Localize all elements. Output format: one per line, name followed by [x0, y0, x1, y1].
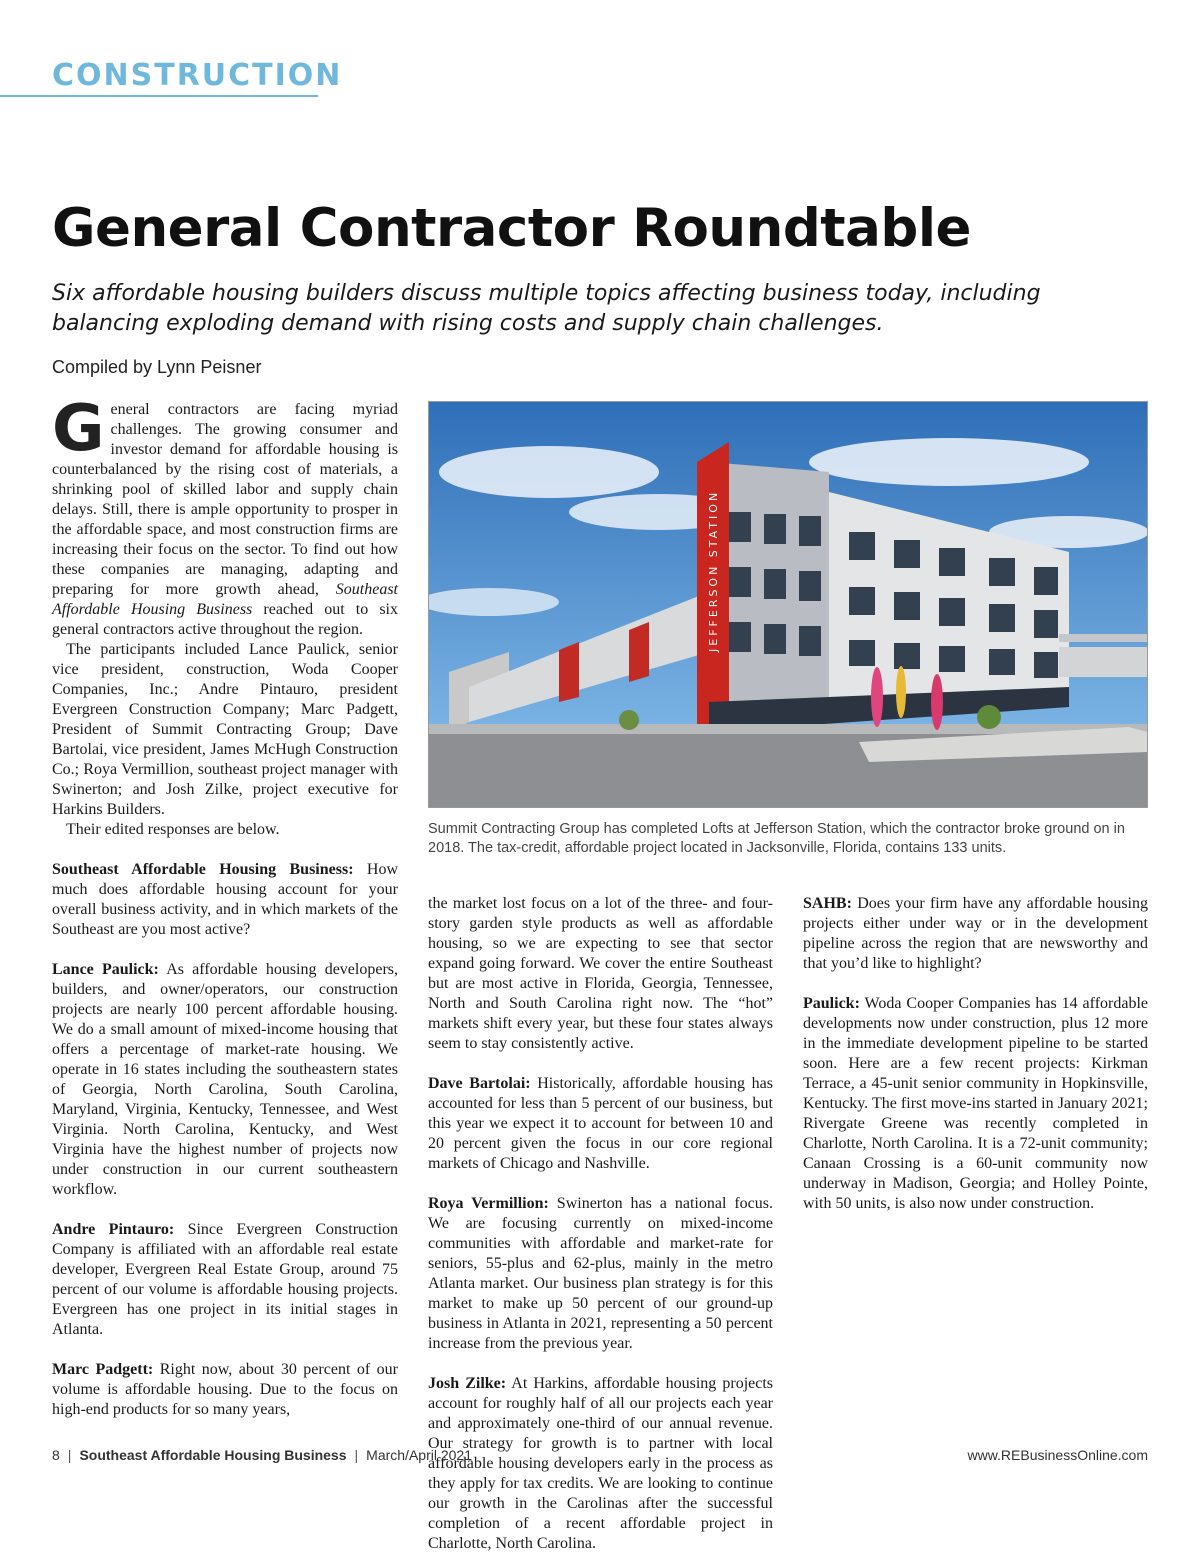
answer-pintauro: Andre Pintauro: Since Evergreen Construction Company is affiliated with an affordable real estate developer, Evergreen Real Estate Group, around 75 percent of our volume is affordable housing projects. Evergreen has one project in its initial stages in Atlanta. — [52, 1221, 399, 1338]
speaker-label: Lance Paulick: — [52, 961, 159, 978]
question-1: Southeast Affordable Housing Business: How much does affordable housing account for your overall business activity, and in which markets of the Southeast are you most active? — [52, 861, 398, 938]
answer-vermillion: Roya Vermillion: Swinerton has a national focus. We are focusing currently on mixed-income communities with affordable and market-rate for seniors, 55-plus and 62-plus, mainly in the metro Atlanta market. Our business plan strategy is for this market to make up 50 percent of our ground-up business in Atlanta in 2021, representing a 50 percent increase from the previous year. — [428, 1195, 773, 1352]
article-column-3 — [803, 894, 1148, 1214]
building-sign: JEFFERSON STATION — [707, 489, 720, 652]
drop-cap: G — [52, 392, 105, 466]
speaker-label: SAHB: — [803, 895, 852, 912]
answer-padgett: Marc Padgett: Right now, about 30 percent of our volume is affordable housing. Due to the focus on high-end products for so many years, — [52, 1361, 399, 1418]
answer-paulick: Lance Paulick: As affordable housing developers, builders, and owner/operators, our construction projects are nearly 100 percent affordable housing. We do a small amount of mixed-income housing that offers a percentage of market-rate housing. We operate in 16 states including the southeastern states of Georgia, North Carolina, South Carolina, Maryland, Virginia, Kentucky, Tennessee, and West Virginia. North Carolina, Kentucky, and West Virginia have the highest number of projects now under construction in our current southeastern workflow. — [52, 961, 399, 1198]
participants-paragraph: The participants included Lance Paulick, senior vice president, construction, Woda Cooper Companies, Inc.; Andre Pintauro, president Evergreen Construction Company; Marc Padgett, President of Summit Contracting Group; Dave Bartolai, vice president, James McHugh Construction Co.; Roya Vermillion, southeast project manager with Swinerton; and Josh Zilke, project executive for Harkins Builders. — [52, 641, 398, 818]
deck: Six affordable housing builders discuss multiple topics affecting business today, including balancing exploding demand with rising costs and supply chain challenges. — [52, 281, 1041, 336]
publication-name: Southeast Affordable Housing Business — [52, 581, 398, 618]
intro-closing: Their edited responses are below. — [66, 821, 280, 838]
photo-caption: Summit Contracting Group has completed Lofts at Jefferson Station, which the contractor broke ground on in 2018. The tax-credit, affordable project located in Jacksonville, Florida, contains 133 units. — [428, 821, 1125, 856]
publication-title: Southeast Affordable Housing Business — [79, 1447, 347, 1463]
issue-date: March/April 2021 — [366, 1447, 472, 1463]
speaker-label: Southeast Affordable Housing Business: — [52, 861, 354, 878]
speaker-label: Marc Padgett: — [52, 1361, 154, 1378]
answer-paulick-2: Paulick: Woda Cooper Companies has 14 affordable developments now under construction, plus 12 more in the immediate development pipeline to be started soon. Here are a few recent projects: Kirkman Terrace, a 45-unit senior community in Hopkinsville, Kentucky. The first move-ins started in January 2021; Rivergate Greene was recently completed in Charlotte, North Carolina. It is a 72-unit community; Canaan Crossing is a 60-unit community now underway in Madison, Georgia; and Holley Pointe, with 50 units, is also now under construction. — [803, 995, 1148, 1212]
lead-photo — [428, 401, 1148, 808]
page-footer: 8 | Southeast Affordable Housing Business | March/April 2021 www.REBusinessOnline.com — [52, 1447, 1148, 1463]
section-label: CONSTRUCTION — [52, 58, 343, 93]
article-column-1 — [52, 392, 399, 1420]
answer-bartolai: Dave Bartolai: Historically, affordable housing has accounted for less than 5 percent of our business, but this year we expect it to account for between 10 and 20 percent given the focus in our core regional markets of Chicago and Nashville. — [428, 1075, 774, 1172]
section-rule — [0, 95, 318, 97]
speaker-label: Josh Zilke: — [428, 1375, 507, 1392]
answer-padgett-continued: the market lost focus on a lot of the three- and four-story garden style products as well as affordable housing, so we are expecting to see that sector expand going forward. We cover the entire Southeast but are most active in Florida, Georgia, Tennessee, North and South Carolina right now. The “hot” markets shift every year, but these four states always seem to stay consistently active. — [428, 895, 773, 1052]
intro-paragraph: General contractors are facing myriad challenges. The growing consumer and investor demand for affordable housing is counterbalanced by the rising cost of materials, a shrinking pool of skilled labor and supply chain delays. Still, there is ample opportunity to prosper in the affordable space, and most construction firms are increasing their focus on the sector. To find out how these companies are managing, adapting and preparing for more growth ahead, Southeast Affordable Housing Business reached out to six general contractors active throughout the region. — [52, 392, 398, 638]
website-link[interactable]: www.REBusinessOnline.com — [967, 1447, 1148, 1463]
speaker-label: Dave Bartolai: — [428, 1075, 531, 1092]
answer-zilke: Josh Zilke: At Harkins, affordable housing projects account for roughly half of all our projects each year and approximately one-third of our annual revenue. Our strategy for growth is to partner with local affordable housing developers early in the process as they apply for tax credits. We are looking to continue our growth in the Carolinas after the successful completion of a recent affordable project in Charlotte, North Carolina. — [428, 1375, 774, 1552]
speaker-label: Andre Pintauro: — [52, 1221, 175, 1238]
page-number: 8 — [52, 1447, 60, 1463]
question-2: SAHB: Does your firm have any affordable housing projects either under way or in the development pipeline across the region that are newsworthy and that you’d like to highlight? — [803, 895, 1149, 972]
speaker-label: Roya Vermillion: — [428, 1195, 549, 1212]
headline: General Contractor Roundtable — [52, 198, 971, 259]
speaker-label: Paulick: — [803, 995, 860, 1012]
byline: Compiled by Lynn Peisner — [52, 357, 262, 377]
